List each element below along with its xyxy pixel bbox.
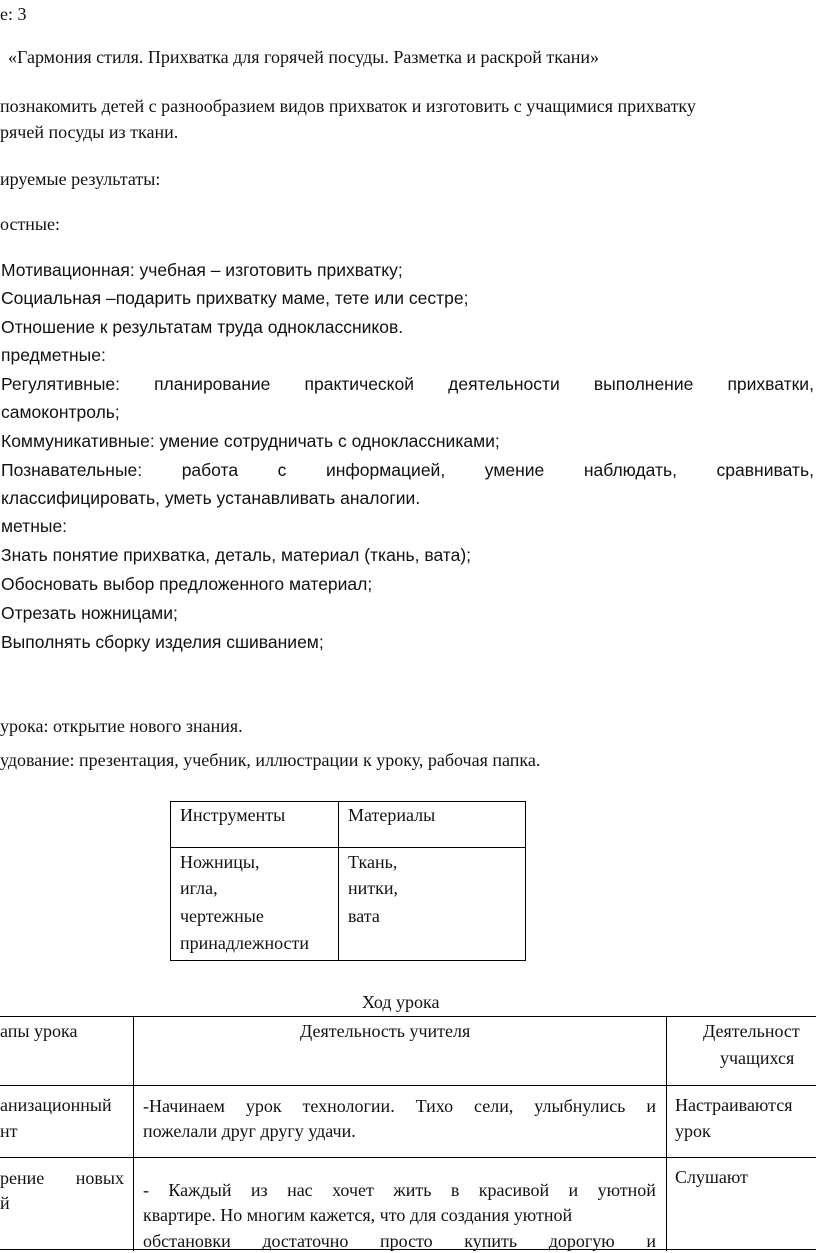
word: технологии. <box>302 1096 395 1116</box>
word: дорогую <box>548 1231 615 1251</box>
material-item: нитки, <box>348 878 399 898</box>
word: просто <box>379 1231 433 1251</box>
word: рение <box>0 1168 45 1188</box>
subject-item: Знать понятие прихватка, деталь, материал (ткань, вата); <box>1 545 472 565</box>
word: нас <box>287 1180 313 1200</box>
regulative-line2: самоконтроль; <box>1 402 120 422</box>
subject-item: Отрезать ножницами; <box>1 603 178 623</box>
word: прихватки, <box>727 374 814 394</box>
teacher-row1-line1 <box>143 1094 656 1118</box>
word: информацией, <box>325 460 446 480</box>
stage-organizational: анизационный <box>0 1095 112 1115</box>
personal-item: Социальная –подарить прихватку маме, тете или сестре; <box>1 288 469 308</box>
meta-heading: предметные: <box>1 345 106 365</box>
students-header-line2: учащихся <box>720 1048 795 1068</box>
course-table-border <box>666 1016 667 1251</box>
cognitive-line1 <box>1 459 814 481</box>
word: работа <box>181 460 239 480</box>
personal-heading: остные: <box>0 214 61 234</box>
word: в <box>450 1180 460 1200</box>
tool-item: принадлежности <box>180 933 310 953</box>
word: - <box>143 1180 149 1200</box>
communicative-line: Коммуникативные: умение сотрудничать с одноклассниками; <box>1 431 500 451</box>
material-item: Ткань, <box>348 852 398 872</box>
lesson-goal-line1: познакомить детей с разнообразием видов прихваток и изготовить с учащимися прихватку <box>0 96 696 116</box>
word: и <box>568 1180 579 1200</box>
word: выполнение <box>593 374 694 394</box>
lesson-topic: «Гармония стиля. Прихватка для горячей посуды. Разметка и раскрой ткани» <box>8 47 600 67</box>
word: планирование <box>154 374 271 394</box>
results-heading: ируемые результаты: <box>0 169 161 189</box>
teacher-header: Деятельность учителя <box>300 1021 471 1041</box>
word: Каждый <box>168 1180 232 1200</box>
tool-item: игла, <box>180 878 218 898</box>
students-row1-line1: Настраиваются <box>675 1095 793 1115</box>
personal-item: Отношение к результатам труда одноклассников. <box>1 317 404 337</box>
subject-heading: метные: <box>1 516 68 536</box>
teacher-row2-line1 <box>143 1178 656 1202</box>
teacher-row1-line2: пожелали друг другу удачи. <box>143 1121 356 1141</box>
material-item: вата <box>348 906 380 926</box>
subject-item: Обосновать выбор предложенного материал; <box>1 574 373 594</box>
word: достаточно <box>262 1231 349 1251</box>
students-row2: Слушают <box>675 1167 748 1187</box>
course-table-border <box>0 1016 816 1017</box>
word: уютной <box>597 1180 656 1200</box>
course-table-border <box>133 1016 134 1251</box>
word: с <box>277 460 287 480</box>
cognitive-line2: классифицировать, уметь устанавливать аналогии. <box>1 488 421 508</box>
word: -Начинаем <box>143 1096 225 1116</box>
course-title: Ход урока <box>362 992 440 1012</box>
word: сели, <box>474 1096 514 1116</box>
stage-new-knowledge-line2: й <box>0 1193 10 1213</box>
word: Регулятивные: <box>1 374 120 394</box>
materials-header: Материалы <box>348 805 436 825</box>
tool-item: Ножницы, <box>180 852 260 872</box>
tool-item: чертежные <box>180 906 264 926</box>
personal-item: Мотивационная: учебная – изготовить прихватку; <box>1 260 403 280</box>
class-fragment: е: 3 <box>0 4 27 24</box>
students-header: Деятельност <box>703 1021 800 1041</box>
stages-header: апы урока <box>0 1021 78 1041</box>
lesson-type: урока: открытие нового знания. <box>0 716 243 736</box>
word: наблюдать, <box>583 460 677 480</box>
word: из <box>250 1180 268 1200</box>
students-row1-line2: урок <box>675 1121 711 1141</box>
tools-table-divider <box>338 801 339 961</box>
word: обстановки <box>143 1231 231 1251</box>
word: сравнивать, <box>716 460 814 480</box>
word: умение <box>484 460 545 480</box>
word: жить <box>393 1180 432 1200</box>
teacher-row2-line3 <box>143 1229 656 1253</box>
word: урок <box>245 1096 282 1116</box>
stage-new-knowledge <box>0 1166 124 1190</box>
word: практической <box>304 374 415 394</box>
subject-item: Выполнять сборку изделия сшиванием; <box>1 632 324 652</box>
teacher-row2-line2: квартире. Но многим кажется, что для создания уютной <box>143 1205 573 1225</box>
tools-table-divider <box>170 847 526 848</box>
stage-organizational-line2: нт <box>0 1121 18 1141</box>
regulative-line1 <box>1 373 814 395</box>
course-table-border <box>0 1157 816 1158</box>
word: Познавательные: <box>1 460 143 480</box>
lesson-goal-line2: рячей посуды из ткани. <box>0 122 179 142</box>
word: купить <box>464 1231 518 1251</box>
course-table-border <box>0 1085 816 1086</box>
word: и <box>646 1231 656 1251</box>
word: улыбнулись <box>534 1096 626 1116</box>
word: красивой <box>478 1180 550 1200</box>
word: и <box>646 1096 656 1116</box>
lesson-equipment: удование: презентация, учебник, иллюстрации к уроку, рабочая папка. <box>0 750 541 770</box>
word: хочет <box>332 1180 374 1200</box>
word: деятельности <box>448 374 560 394</box>
word: новых <box>75 1168 124 1188</box>
tools-header: Инструменты <box>180 805 286 825</box>
word: Тихо <box>415 1096 454 1116</box>
